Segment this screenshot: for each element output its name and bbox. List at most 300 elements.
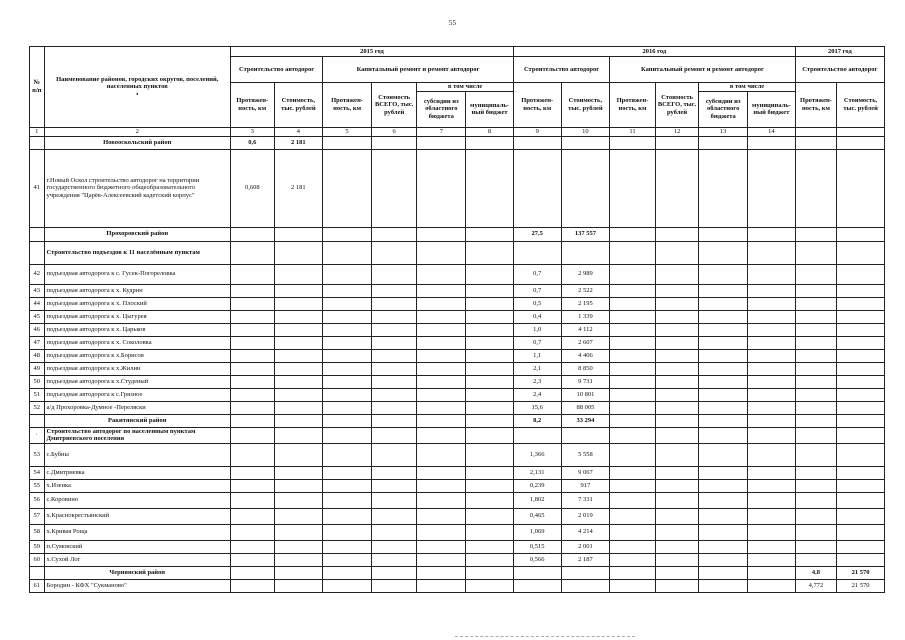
cell-col-7: [417, 508, 466, 524]
row-name: с.Дмитриевка: [44, 466, 231, 479]
cell-col-10: 9 731: [561, 375, 610, 388]
cell-col-7: [417, 479, 466, 492]
cell-col-15: [795, 540, 836, 553]
cell-col-5: [323, 414, 372, 427]
table-row: [30, 362, 885, 375]
cell-col-3: [231, 524, 275, 540]
cell-col-12: [655, 241, 699, 264]
cell-col-5: [323, 540, 372, 553]
h-cost-2: Стоимость, тыс. рублей: [561, 83, 610, 128]
row-name: подъездная автодорога к х.Борисов: [44, 349, 231, 362]
cell-col-9: 8,2: [513, 414, 561, 427]
cell-col-8: [466, 401, 514, 414]
table-row: [30, 323, 885, 336]
cell-col-11: [610, 349, 656, 362]
cell-col-3: [231, 310, 275, 323]
cell-col-9: 0,566: [513, 553, 561, 566]
cell-col-7: [417, 362, 466, 375]
table-row: [30, 492, 885, 508]
cell-col-10: 8 850: [561, 362, 610, 375]
cell-col-16: [837, 479, 885, 492]
cell-col-3: [231, 492, 275, 508]
cell-col-14: [748, 284, 796, 297]
table-row: [30, 524, 885, 540]
cell-col-6: [371, 566, 417, 579]
cell-col-6: [371, 443, 417, 466]
cell-col-16: [837, 349, 885, 362]
cell-col-15: [795, 310, 836, 323]
cell-col-7: [417, 466, 466, 479]
cell-col-3: [231, 264, 275, 284]
cell-col-13: [699, 323, 748, 336]
cell-col-14: [748, 297, 796, 310]
cell-col-8: [466, 388, 514, 401]
cell-col-11: [610, 149, 656, 227]
cell-col-4: [274, 323, 323, 336]
cell-col-15: [795, 149, 836, 227]
cell-col-11: [610, 414, 656, 427]
cell-col-3: [231, 323, 275, 336]
cell-col-15: 4,8: [795, 566, 836, 579]
row-name: подъездная автодорога к с.Грязное: [44, 388, 231, 401]
district-row: [30, 227, 885, 241]
cell-col-15: [795, 553, 836, 566]
cell-col-6: [371, 414, 417, 427]
cell-col-14: [748, 466, 796, 479]
cell-col-15: 4,772: [795, 579, 836, 592]
cell-col-16: [837, 297, 885, 310]
cell-col-8: [466, 375, 514, 388]
row-name: Чернянский район: [44, 566, 231, 579]
table-row: [30, 479, 885, 492]
cell-col-9: 1,1: [513, 349, 561, 362]
cell-col-7: [417, 227, 466, 241]
section-row: [30, 427, 885, 443]
cell-col-5: [323, 362, 372, 375]
column-number: 9: [513, 127, 561, 136]
row-name: Ракитянский район: [44, 414, 231, 427]
cell-col-7: [417, 310, 466, 323]
row-name: Строительство автодорог по населенным пунктам Дмитриевского поселения: [44, 427, 231, 443]
cell-col-4: [274, 553, 323, 566]
cell-col-3: [231, 362, 275, 375]
h-cost-3: Стоимость, тыс. рублей: [837, 83, 885, 128]
cell-col-4: [274, 414, 323, 427]
cell-col-11: [610, 443, 656, 466]
cell-col-12: [655, 136, 699, 149]
cell-col-16: [837, 414, 885, 427]
cell-col-9: 2,131: [513, 466, 561, 479]
row-number: 55: [30, 479, 45, 492]
cell-col-4: [274, 227, 323, 241]
cell-col-5: [323, 427, 372, 443]
header-2015-construction: Строительство автодорог: [231, 57, 323, 83]
cell-col-6: [371, 553, 417, 566]
cell-col-6: [371, 401, 417, 414]
cell-col-5: [323, 297, 372, 310]
cell-col-12: [655, 579, 699, 592]
cell-col-7: [417, 375, 466, 388]
cell-col-8: [466, 297, 514, 310]
row-number: [30, 566, 45, 579]
cell-col-14: [748, 349, 796, 362]
cell-col-3: [231, 443, 275, 466]
cell-col-5: [323, 349, 372, 362]
cell-col-10: 5 558: [561, 443, 610, 466]
cell-col-10: 137 557: [561, 227, 610, 241]
cell-col-5: [323, 136, 372, 149]
cell-col-4: [274, 375, 323, 388]
h-cost-1: Стоимость, тыс. рублей: [274, 83, 323, 128]
cell-col-3: [231, 540, 275, 553]
row-name: г.Новый Оскол строительство автодорог на территории государственного бюджетного общеобразовательного учреждения "Царёв-Алексеевский кадетский корпус": [44, 149, 231, 227]
cell-col-6: [371, 427, 417, 443]
row-number: [30, 227, 45, 241]
column-number: 4: [274, 127, 323, 136]
cell-col-12: [655, 284, 699, 297]
cell-col-15: [795, 388, 836, 401]
cell-col-4: [274, 388, 323, 401]
cell-col-10: 2 187: [561, 553, 610, 566]
row-number: 47: [30, 336, 45, 349]
cell-col-8: [466, 241, 514, 264]
cell-col-5: [323, 401, 372, 414]
cell-col-11: [610, 579, 656, 592]
cell-col-7: [417, 566, 466, 579]
footer-divider: [455, 636, 635, 638]
cell-col-14: [748, 136, 796, 149]
cell-col-11: [610, 336, 656, 349]
cell-col-12: [655, 388, 699, 401]
cell-col-14: [748, 264, 796, 284]
cell-col-8: [466, 336, 514, 349]
row-number: 56: [30, 492, 45, 508]
column-number: 13: [699, 127, 748, 136]
table-row: [30, 149, 885, 227]
cell-col-12: [655, 310, 699, 323]
cell-col-9: [513, 427, 561, 443]
cell-col-8: [466, 284, 514, 297]
cell-col-11: [610, 323, 656, 336]
cell-col-4: [274, 508, 323, 524]
cell-col-12: [655, 508, 699, 524]
column-number: 5: [323, 127, 372, 136]
cell-col-10: 4 406: [561, 349, 610, 362]
cell-col-6: [371, 336, 417, 349]
row-number: 49: [30, 362, 45, 375]
cell-col-11: [610, 427, 656, 443]
cell-col-4: [274, 362, 323, 375]
cell-col-8: [466, 508, 514, 524]
cell-col-9: [513, 579, 561, 592]
cell-col-5: [323, 508, 372, 524]
cell-col-5: [323, 553, 372, 566]
cell-col-7: [417, 241, 466, 264]
row-name: х.Краснокрестьянский: [44, 508, 231, 524]
cell-col-11: [610, 136, 656, 149]
table-row: [30, 284, 885, 297]
column-number: 14: [748, 127, 796, 136]
cell-col-8: [466, 414, 514, 427]
cell-col-15: [795, 264, 836, 284]
cell-col-11: [610, 264, 656, 284]
cell-col-5: [323, 241, 372, 264]
column-number: 10: [561, 127, 610, 136]
cell-col-5: [323, 443, 372, 466]
cell-col-13: [699, 553, 748, 566]
cell-col-11: [610, 492, 656, 508]
cell-col-10: [561, 149, 610, 227]
cell-col-5: [323, 375, 372, 388]
cell-col-6: [371, 540, 417, 553]
cell-col-6: [371, 284, 417, 297]
row-name: подъездная автодорога к х. Кудрин: [44, 284, 231, 297]
cell-col-7: [417, 264, 466, 284]
cell-col-9: 1,366: [513, 443, 561, 466]
cell-col-14: [748, 566, 796, 579]
cell-col-8: [466, 524, 514, 540]
column-number: 8: [466, 127, 514, 136]
cell-col-9: 0,7: [513, 336, 561, 349]
cell-col-3: [231, 336, 275, 349]
row-number: 59: [30, 540, 45, 553]
header-2015-repair: Капитальный ремонт и ремонт автодорог: [323, 57, 514, 83]
cell-col-5: [323, 310, 372, 323]
cell-col-11: [610, 227, 656, 241]
cell-col-4: [274, 579, 323, 592]
cell-col-5: [323, 149, 372, 227]
cell-col-8: [466, 264, 514, 284]
cell-col-6: [371, 349, 417, 362]
cell-col-12: [655, 524, 699, 540]
cell-col-14: [748, 310, 796, 323]
cell-col-14: [748, 479, 796, 492]
cell-col-13: [699, 284, 748, 297]
header-2016-construction: Строительство автодорог: [513, 57, 609, 83]
cell-col-16: [837, 264, 885, 284]
cell-col-10: 2 522: [561, 284, 610, 297]
cell-col-4: [274, 349, 323, 362]
cell-col-16: [837, 524, 885, 540]
cell-col-16: [837, 362, 885, 375]
road-works-table: [29, 46, 885, 593]
district-row: [30, 136, 885, 149]
cell-col-14: [748, 414, 796, 427]
cell-col-9: 0,465: [513, 508, 561, 524]
column-numbers-row: [30, 127, 885, 136]
cell-col-4: [274, 492, 323, 508]
cell-col-9: 1,0: [513, 323, 561, 336]
cell-col-9: 2,3: [513, 375, 561, 388]
cell-col-9: 0,7: [513, 264, 561, 284]
cell-col-10: 2 607: [561, 336, 610, 349]
h-len-4: Протяжен-ность, км: [610, 83, 656, 128]
cell-col-13: [699, 297, 748, 310]
cell-col-7: [417, 524, 466, 540]
cell-col-6: [371, 323, 417, 336]
row-name: с.Бубны: [44, 443, 231, 466]
cell-col-5: [323, 566, 372, 579]
cell-col-15: [795, 375, 836, 388]
cell-col-4: [274, 466, 323, 479]
cell-col-16: [837, 323, 885, 336]
cell-col-7: [417, 579, 466, 592]
cell-col-13: [699, 479, 748, 492]
cell-col-4: 2 181: [274, 149, 323, 227]
cell-col-4: [274, 479, 323, 492]
cell-col-12: [655, 149, 699, 227]
row-name: подъездная автодорога к х. Цыгурея: [44, 310, 231, 323]
column-number: 3: [231, 127, 275, 136]
cell-col-12: [655, 479, 699, 492]
cell-col-10: 2 001: [561, 540, 610, 553]
cell-col-10: 1 339: [561, 310, 610, 323]
cell-col-11: [610, 284, 656, 297]
cell-col-11: [610, 553, 656, 566]
row-name: подъездная автодорога к х.Студеный: [44, 375, 231, 388]
cell-col-4: [274, 310, 323, 323]
cell-col-6: [371, 388, 417, 401]
cell-col-10: 2 019: [561, 508, 610, 524]
cell-col-3: [231, 414, 275, 427]
cell-col-15: [795, 241, 836, 264]
cell-col-14: [748, 227, 796, 241]
cell-col-7: [417, 401, 466, 414]
cell-col-15: [795, 336, 836, 349]
cell-col-14: [748, 443, 796, 466]
cell-col-7: [417, 323, 466, 336]
cell-col-7: [417, 349, 466, 362]
cell-col-13: [699, 414, 748, 427]
row-name: Новооскольский район: [44, 136, 231, 149]
cell-col-13: [699, 310, 748, 323]
cell-col-7: [417, 136, 466, 149]
cell-col-8: [466, 349, 514, 362]
cell-col-15: [795, 227, 836, 241]
cell-col-15: [795, 492, 836, 508]
cell-col-16: [837, 443, 885, 466]
cell-col-9: [513, 149, 561, 227]
cell-col-12: [655, 443, 699, 466]
cell-col-11: [610, 479, 656, 492]
cell-col-9: 0,4: [513, 310, 561, 323]
cell-col-14: [748, 553, 796, 566]
cell-col-14: [748, 336, 796, 349]
row-number: ·: [30, 427, 45, 443]
cell-col-10: 2 989: [561, 264, 610, 284]
cell-col-10: 9 067: [561, 466, 610, 479]
cell-col-6: [371, 524, 417, 540]
cell-col-8: [466, 492, 514, 508]
row-number: 52: [30, 401, 45, 414]
cell-col-16: 21 570: [837, 579, 885, 592]
row-name: Строительство подъездов к 11 населённым пунктам: [44, 241, 231, 264]
cell-col-8: [466, 227, 514, 241]
row-number: 53: [30, 443, 45, 466]
cell-col-9: [513, 136, 561, 149]
cell-col-4: 2 181: [274, 136, 323, 149]
cell-col-13: [699, 264, 748, 284]
table-row: [30, 508, 885, 524]
cell-col-7: [417, 427, 466, 443]
cell-col-6: [371, 136, 417, 149]
column-number: 7: [417, 127, 466, 136]
cell-col-4: [274, 284, 323, 297]
cell-col-7: [417, 492, 466, 508]
cell-col-14: [748, 492, 796, 508]
cell-col-13: [699, 540, 748, 553]
column-number: [795, 127, 836, 136]
header-2016-repair: Капитальный ремонт и ремонт автодорог: [610, 57, 796, 83]
header-2017-construction: Строительство автодорог: [795, 57, 884, 83]
cell-col-11: [610, 362, 656, 375]
cell-col-13: [699, 349, 748, 362]
row-number: 51: [30, 388, 45, 401]
cell-col-3: [231, 388, 275, 401]
cell-col-9: 2,1: [513, 362, 561, 375]
cell-col-14: [748, 323, 796, 336]
row-number: 46: [30, 323, 45, 336]
cell-col-4: [274, 336, 323, 349]
row-number: 48: [30, 349, 45, 362]
cell-col-15: [795, 508, 836, 524]
cell-col-8: [466, 149, 514, 227]
cell-col-15: [795, 297, 836, 310]
cell-col-10: 4 214: [561, 524, 610, 540]
cell-col-7: [417, 414, 466, 427]
row-name: подъездная автодорога к х. Соколовка: [44, 336, 231, 349]
cell-col-7: [417, 388, 466, 401]
cell-col-16: [837, 241, 885, 264]
cell-col-9: 1,069: [513, 524, 561, 540]
cell-col-7: [417, 284, 466, 297]
table-row: [30, 443, 885, 466]
page-number: 55: [449, 19, 456, 27]
row-number: 44: [30, 297, 45, 310]
cell-col-7: [417, 297, 466, 310]
cell-col-14: [748, 579, 796, 592]
cell-col-6: [371, 466, 417, 479]
cell-col-5: [323, 336, 372, 349]
cell-col-16: [837, 227, 885, 241]
h-total-2: Стоимость ВСЕГО, тыс. рублей: [655, 83, 699, 128]
cell-col-7: [417, 336, 466, 349]
table-row: [30, 297, 885, 310]
cell-col-5: [323, 466, 372, 479]
cell-col-10: [561, 136, 610, 149]
cell-col-5: [323, 524, 372, 540]
cell-col-13: [699, 375, 748, 388]
cell-col-13: [699, 524, 748, 540]
cell-col-9: 27,5: [513, 227, 561, 241]
cell-col-8: [466, 540, 514, 553]
cell-col-9: 1,802: [513, 492, 561, 508]
cell-col-16: [837, 540, 885, 553]
h-including-1: в том числе: [417, 83, 513, 92]
cell-col-16: [837, 149, 885, 227]
cell-col-9: 15,6: [513, 401, 561, 414]
cell-col-13: [699, 427, 748, 443]
cell-col-10: 33 294: [561, 414, 610, 427]
cell-col-6: [371, 492, 417, 508]
cell-col-11: [610, 466, 656, 479]
cell-col-5: [323, 479, 372, 492]
row-number: 60: [30, 553, 45, 566]
row-number: 42: [30, 264, 45, 284]
cell-col-3: [231, 284, 275, 297]
cell-col-16: [837, 388, 885, 401]
cell-col-6: [371, 479, 417, 492]
